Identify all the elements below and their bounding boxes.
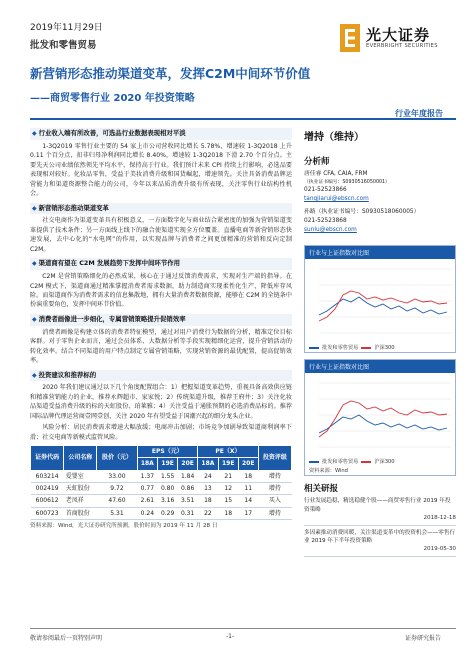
table-cell: 18 bbox=[238, 470, 258, 482]
table-cell: 603214 bbox=[31, 470, 64, 482]
table-row bbox=[31, 507, 292, 519]
chart-header: 行业与上证指数对比图 bbox=[305, 246, 455, 259]
chart-legend bbox=[305, 343, 455, 352]
report-type: 行业年度报告 bbox=[395, 109, 443, 118]
legend-swatch bbox=[361, 347, 371, 349]
table-header-cell: 18A bbox=[137, 458, 158, 470]
analyst-cert: （执业证书编号：S0930516050001） bbox=[304, 179, 390, 185]
analyst-name: 唐佳睿 CFA, CAIA, FRM bbox=[304, 171, 368, 177]
legend-label: 批发和零售贸易 bbox=[322, 459, 359, 466]
analyst-card bbox=[304, 208, 456, 235]
table-source: 资料来源：Wind，光大证券研究所预测，股价时间为 2019 年 11 月 28 日 bbox=[30, 522, 218, 529]
table-cell: 14 bbox=[238, 495, 258, 507]
table-header-cell: 19E bbox=[218, 458, 238, 470]
table-cell: 22 bbox=[198, 507, 219, 519]
chart-legend bbox=[305, 457, 455, 466]
table-cell: 增持 bbox=[258, 507, 291, 519]
table-header-cell: 投资评级 bbox=[258, 446, 291, 471]
report-title: 新营销形态推动渠道变革，发挥C2M中间环节价值 bbox=[30, 66, 311, 81]
related-report-date: 2019-05-30 bbox=[423, 546, 456, 553]
table-cell: 1.84 bbox=[178, 470, 198, 482]
table-cell: 21 bbox=[218, 470, 238, 482]
chart-source: 资料来源：Wind bbox=[309, 468, 348, 475]
table-header-cell: 19E bbox=[158, 458, 178, 470]
analyst-email-link[interactable]: tangjiarui@ebscn.com bbox=[304, 196, 369, 203]
industry-label: 批发和零售贸易 bbox=[30, 40, 97, 51]
table-cell: 老凤祥 bbox=[64, 495, 97, 507]
valuation-table bbox=[30, 445, 292, 520]
table-cell: 0.80 bbox=[158, 483, 178, 495]
chart-header: 行业与上证指数对比图 bbox=[305, 360, 455, 373]
analyst-card bbox=[304, 170, 456, 204]
table-cell: 爱婴室 bbox=[64, 470, 97, 482]
table-cell: 1.37 bbox=[137, 470, 158, 482]
table-header-cell: 18A bbox=[198, 458, 219, 470]
table-cell: 3.51 bbox=[178, 495, 198, 507]
table-cell: 15 bbox=[218, 495, 238, 507]
chart-2 bbox=[304, 359, 456, 476]
table-row bbox=[31, 495, 292, 507]
section-paragraph: 消费者画像是构建立体的消费者特征模型，通过对用户消费行为数据的分析，精准定位目标客群。对于零售企业而言，通过会员体系、大数据分析等手段实现精细化运营，提升营销活动的转化效率。结合不同渠道的用户特点制定专属营销策略，实现营销资源的最优配置，提高促销效率。 bbox=[30, 328, 292, 365]
related-report-date: 2018-12-18 bbox=[423, 515, 456, 522]
related-report-title: 行业发展趋稳，精选稳健个股——商贸零售行业 2019 年投资策略 bbox=[304, 498, 451, 513]
table-row bbox=[31, 483, 292, 495]
analyst-name: 孙路（执业证书编号：S0930518060005） bbox=[304, 209, 420, 216]
legend-label: 沪深300 bbox=[374, 345, 395, 352]
series-line bbox=[319, 401, 447, 437]
table-cell: 11 bbox=[238, 483, 258, 495]
legend-label: 批发和零售贸易 bbox=[322, 345, 359, 352]
main-column bbox=[30, 124, 292, 531]
table-cell: 18 bbox=[218, 507, 238, 519]
table-header-row bbox=[31, 446, 292, 458]
section-heading: 投资建议和推荐标的 bbox=[38, 370, 97, 379]
table-cell: 600723 bbox=[31, 507, 64, 519]
table-cell: 5.31 bbox=[97, 507, 137, 519]
analyst-heading: 分析师 bbox=[304, 157, 330, 167]
table-header-cell: 20E bbox=[238, 458, 258, 470]
section-heading: 行业收入端有所改善，可选品行业数据表现相对平淡 bbox=[38, 129, 186, 137]
table-header-cell: 证券代码 bbox=[31, 446, 64, 471]
analyst-email-link[interactable]: sunlu@ebscn.com bbox=[304, 227, 357, 234]
table-cell: 18 bbox=[198, 495, 219, 507]
section-paragraph: 1-3Q2019 零售行业主要的 54 家上市公司营收同比增长 5.78%，增速较 1-3Q2018 上升 0.11 个百分点，扣非归母净利润同比增长 8.40%，增速较 1-3Q2018 下滑 2.70 个百分点。主要先天公司业绩依然领先平均水平，保持高于行业。我们预计未来 CPI 持续上行影响，必选品要表现相对较好。化妆品零售，受益于美妆消费升级和国货崛起，增速领先。关注具备消费品牌运营能力和渠道资源整合能力的公司，今年以来品质消费升级有所表现，关注零售行业结构性机会。 bbox=[30, 142, 292, 198]
section-heading: 消费者画像进一步细化，专属营销策略提升促销效率 bbox=[38, 314, 186, 323]
bullet-icon: ◆ bbox=[32, 204, 37, 212]
chart-plot bbox=[305, 373, 455, 457]
section-heading: 新营销形态推动渠道变革 bbox=[38, 203, 109, 212]
table-cell: 13 bbox=[198, 483, 219, 495]
table-cell: 33.00 bbox=[97, 470, 137, 482]
table-cell: 买入 bbox=[258, 495, 291, 507]
bullet-icon: ◆ bbox=[32, 371, 37, 379]
table-row bbox=[31, 470, 292, 482]
legend-label: 沪深300 bbox=[374, 459, 395, 466]
chart-1 bbox=[304, 245, 456, 353]
table-cell: 0.24 bbox=[137, 507, 158, 519]
table-cell: 增持 bbox=[258, 483, 291, 495]
series-line bbox=[319, 415, 447, 433]
table-cell: 12 bbox=[218, 483, 238, 495]
everbright-logo-icon bbox=[340, 24, 360, 52]
table-cell: 0.77 bbox=[137, 483, 158, 495]
table-header-cell: PE（X） bbox=[198, 446, 259, 458]
table-cell: 3.16 bbox=[158, 495, 178, 507]
section-paragraph: C2M 是营销策略细化的必然成果，核心在于通过反馈消费需求，实现对生产端的指导。在 C2M 模式下，渠道商通过精准掌握消费者需求数据，助力制造商实现柔性化生产，降低库存风险。而渠道商作为消费者需求的信息集散地，拥有大量消费者数据资源，能够在 C2M 的全链条中扮演重要角色，发挥中间环节价值。 bbox=[30, 273, 292, 309]
bullet-icon: ◆ bbox=[32, 130, 37, 137]
table-cell: 002419 bbox=[31, 483, 64, 495]
section-industry bbox=[30, 128, 292, 199]
table-cell: 1.55 bbox=[158, 470, 178, 482]
logo-en-text: EVERBRIGHT SECURITIES bbox=[366, 43, 438, 49]
related-report-item[interactable] bbox=[304, 529, 456, 557]
footer-report-type: 证券研究报告 bbox=[405, 635, 442, 642]
table-cell: 首商股份 bbox=[64, 507, 97, 519]
section-heading: 渠道商有望在 C2M 发展趋势下发挥中间环节作用 bbox=[38, 259, 180, 268]
table-cell: 9.72 bbox=[97, 483, 137, 495]
section-c2m bbox=[30, 258, 292, 310]
table-header-cell: 20E bbox=[178, 458, 198, 470]
risk-paragraph: 风险分析：居民消费需求增速大幅放缓；电商冲击加剧；市场竞争加剧导致渠道商利润率下滑；社交电商等新模式监管风险。 bbox=[30, 424, 292, 441]
table-cell: 2.61 bbox=[137, 495, 158, 507]
table-cell: 600612 bbox=[31, 495, 64, 507]
table-cell: 天虹股份 bbox=[64, 483, 97, 495]
report-date: 2019年11月29日 bbox=[30, 23, 103, 33]
table-cell: 24 bbox=[198, 470, 219, 482]
legend-swatch bbox=[309, 461, 319, 463]
bullet-icon: ◆ bbox=[32, 315, 37, 323]
sidebar-column bbox=[304, 124, 456, 557]
related-heading: 相关研报 bbox=[304, 484, 339, 495]
section-marketing bbox=[30, 203, 292, 255]
section-paragraph: 社交电商作为渠道变革具有积极意义，一方面数字化与商业结合紧密度的加强为营销渠道变革提供了技术条件；另一方面线上线下的融合使渠道实现全方位覆盖。直播电商等新营销形态快速发展，去中心化的“水电网”的作用，以实现品牌与消费者之间更加精准的营销和反向定制 C2M。 bbox=[30, 217, 292, 253]
table-cell: 47.60 bbox=[97, 495, 137, 507]
table-cell: 0.31 bbox=[178, 507, 198, 519]
analyst-phone: 021-52523868 bbox=[304, 218, 347, 225]
legend-swatch bbox=[309, 347, 319, 349]
section-paragraph: 2020 年我们建议通过以下几个角度配置组合：1）把握渠道变革趋势，重视具备高效供应链和精准营销能力的企业，推荐永辉超市、家家悦；2）传统渠道升级，推荐王府井；3）关注化妆品渠道受益消费升级的标的天虹股份、珀莱雅；4）关注受益于通胀预期的必选消费品标的。推荐国际品牌代理运营商壹网壹创，关注 2020 年有望受益于国潮兴起的细分龙头企业。 bbox=[30, 384, 292, 420]
footer-rule bbox=[30, 628, 456, 629]
table-cell: 17 bbox=[238, 507, 258, 519]
page-number: -1- bbox=[226, 633, 235, 640]
chart-plot bbox=[305, 259, 455, 343]
table-cell: 0.86 bbox=[178, 483, 198, 495]
footer-disclaimer: 敬请参阅最后一页特别声明 bbox=[30, 635, 103, 642]
table-header-cell: EPS（元） bbox=[137, 446, 198, 458]
table-header-cell: 股价（元） bbox=[97, 446, 137, 471]
table-cell: 0.29 bbox=[158, 507, 178, 519]
table-header-cell: 公司名称 bbox=[64, 446, 97, 471]
table-cell: 增持 bbox=[258, 470, 291, 482]
series-line bbox=[319, 291, 447, 321]
bullet-icon: ◆ bbox=[32, 260, 37, 268]
rating-label: 增持（维持） bbox=[304, 132, 364, 143]
section-investment bbox=[30, 370, 292, 443]
related-report-item[interactable] bbox=[304, 497, 456, 525]
analyst-phone: 021-52523866 bbox=[304, 187, 347, 194]
section-consumer bbox=[30, 314, 292, 366]
report-subtitle: ——商贸零售行业 2020 年投资策略 bbox=[30, 93, 195, 104]
header-rule bbox=[30, 118, 456, 120]
legend-swatch bbox=[361, 461, 371, 463]
related-report-title: 多因素推动消费回暖，关注渠道变革中的投资机会——零售行业 2019 年下半年投资策略 bbox=[304, 529, 456, 544]
logo-text: 光大证券 bbox=[366, 26, 431, 44]
